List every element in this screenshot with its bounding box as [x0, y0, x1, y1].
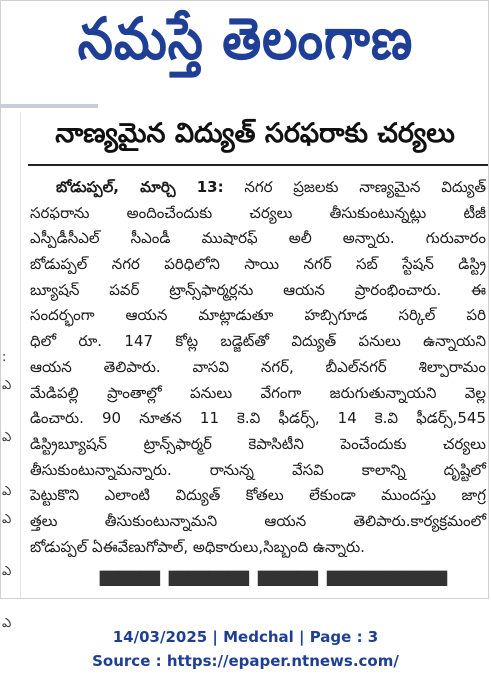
article-line-15: బోడుప్పల్ ఏఈవేణుగోపాల్, అధికారులు,సిబ్బంది ఉన్నారు. — [30, 537, 365, 556]
article-line-2: సరఫరాను అందించేందుకు చర్యలు తీసుకుంటున్నట్లు టీజీ — [30, 203, 486, 222]
article-line-9: మేడిపల్లి ప్రాంతాల్లో పనులు వేగంగా జరుగుతున్నాయని వెల్ల — [30, 383, 486, 402]
article-line-11: డిస్ట్రిబ్యూషన్ ట్రాన్స్‌ఫార్మర్ కెపాసిటీని పెంచేందుకు చర్యలు — [30, 434, 486, 453]
next-article-cut-heading: ▀▀▀ ▀▀▀▀ ▀▀▀ ▀▀▀▀▀▀ — [100, 572, 448, 602]
article-dateline: బోడుప్పల్, మార్చి 13: — [56, 178, 224, 196]
masthead-title: నమస్తే తెలంగాణ — [77, 5, 414, 72]
article-line-8: ఆయన తెలిపారు. వాసవి నగర్, బీఎల్‌నగర్ శిల్పారామం — [30, 357, 486, 376]
article-line-6: సందర్భంగా ఆయన మాట్లాడుతూ హబ్సిగూడ సర్కిల్ పరి — [30, 306, 486, 325]
clipping-footer — [0, 625, 491, 673]
article-line-10: డించారు. 90 నూతన 11 కె.వి ఫీడర్స్, 14 కె.వి ఫీడర్స్,545 — [30, 409, 486, 428]
article-body — [30, 175, 486, 560]
article-line-13: పెట్టుకొని ఎలాంటి విద్యుత్ కోతలు లేకుండా ముందస్తు జాగ్ర — [30, 486, 486, 505]
newspaper-masthead — [0, 0, 491, 92]
article-line-1: బోడుప్పల్, మార్చి 13: నగర ప్రజలకు నాణ్యమైన విద్యుత్ — [56, 178, 487, 196]
article-line-3: ఎస్పీడీసీఎల్ సీఎండీ ముషారఫ్ అలీ అన్నారు. గురువారం — [30, 229, 486, 248]
article-line-5: బ్యూషన్ పవర్ ట్రాన్స్‌ఫార్మర్లను ఆయన ప్రారంభించారు. ఈ — [30, 280, 486, 299]
footer-source-link[interactable]: Source : https://epaper.ntnews.com/ — [92, 652, 399, 670]
headline-divider — [28, 164, 488, 166]
article-line-12: తీసుకుంటున్నామన్నారు. రానున్న వేసవి కాలాన్ని దృష్టిలో — [30, 460, 486, 479]
footer-date-edition-page: 14/03/2025 | Medchal | Page : 3 — [112, 628, 379, 646]
adjacent-clipping-edge — [0, 104, 98, 108]
article-line-14: త్తలు తీసుకుంటున్నామని ఆయన తెలిపారు.కార్యక్రమంలో — [30, 511, 486, 530]
article-line-4: బోడుప్పల్ నగర పరిధిలోని సాయి నగర్ సబ్ స్టేషన్ డిస్ట్రి — [30, 255, 486, 274]
article-line-7: ధిలో రూ. 147 కోట్ల బడ్జెట్‌తో విద్యుత్ పనులు ఉన్నాయని — [30, 332, 486, 351]
article-headline: నాణ్యమైన విద్యుత్ సరఫరాకు చర్యలు — [55, 118, 455, 149]
adjacent-column-fragment: : ఎ ఎ ఎ ఎ ఎ ఎ — [0, 112, 21, 598]
